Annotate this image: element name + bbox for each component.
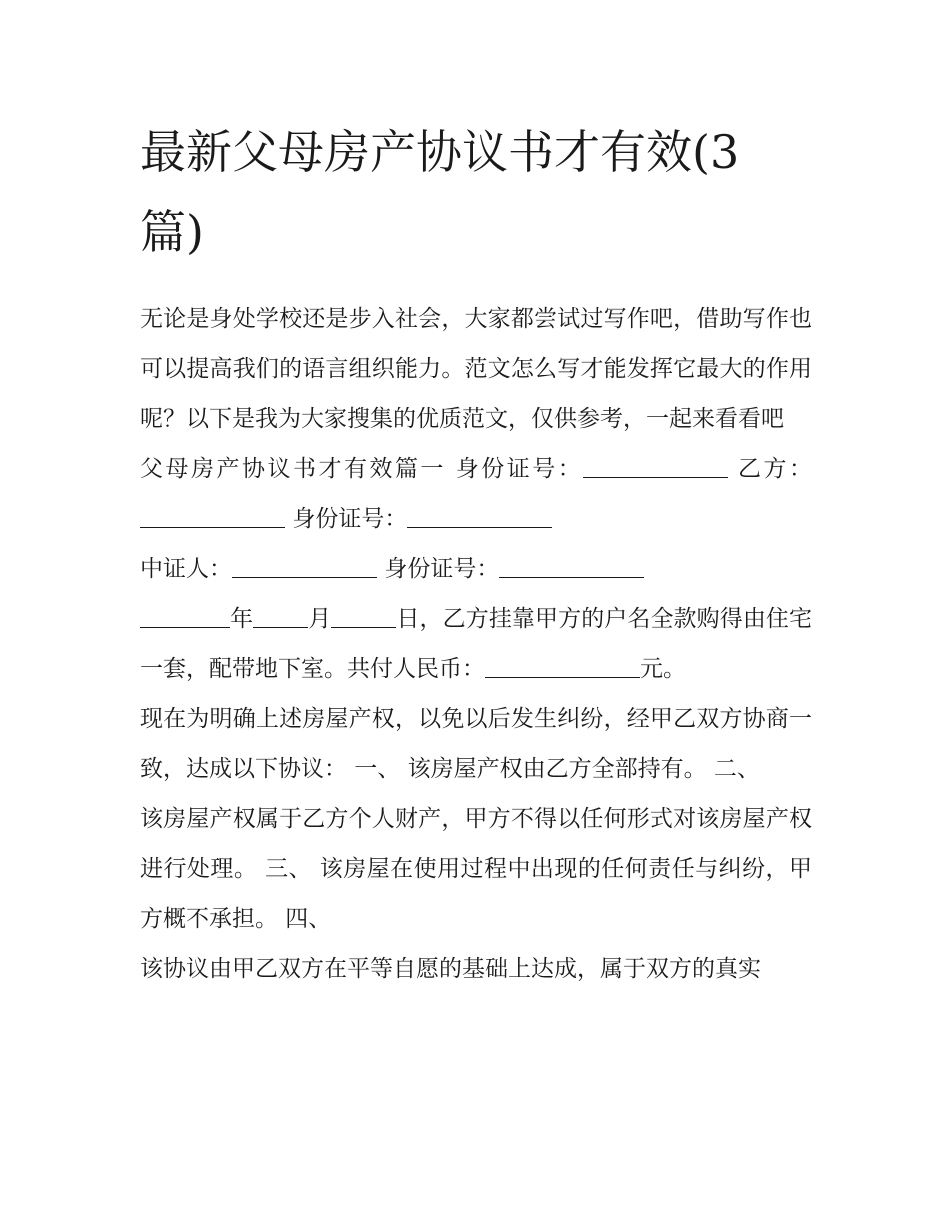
purchase-text: 日，乙方挂靠甲方的户名全款购得由住宅一套，配带地下室。共付人民币： — [140, 606, 813, 682]
party-b-id-blank — [407, 504, 552, 528]
year-blank — [140, 604, 230, 628]
month-label: 月 — [308, 606, 332, 632]
witness-blank — [232, 554, 377, 578]
purchase-paragraph — [140, 594, 812, 694]
yuan-label: 元。 — [640, 656, 686, 682]
witness-paragraph — [140, 544, 812, 594]
amount-blank — [485, 654, 640, 678]
witness-label: 中证人： — [140, 556, 232, 582]
month-blank — [253, 604, 308, 628]
intro-paragraph: 无论是身处学校还是步入社会，大家都尝试过写作吧，借助写作也可以提高我们的语言组织能力。范文怎么写才能发挥它最大的作用呢？以下是我为大家搜集的优质范文，仅供参考，一起来看看吧 — [140, 306, 812, 432]
id-number-blank — [583, 454, 728, 478]
party-b-id-label: 身份证号： — [292, 506, 408, 532]
document-title — [140, 112, 812, 272]
id-number-label: 身份证号： — [455, 456, 584, 482]
agreement-paragraph: 现在为明确上述房屋产权，以免以后发生纠纷，经甲乙双方协商一致，达成以下协议： 一、 该房屋产权由乙方全部持有。 二、 — [140, 706, 812, 782]
title-main: 最新父母房产协议书才有效(3 — [140, 125, 740, 179]
witness-id-label: 身份证号： — [384, 556, 500, 582]
section-heading: 父母房产协议书才有效篇一 — [140, 456, 446, 482]
year-label: 年 — [230, 606, 254, 632]
witness-id-blank — [499, 554, 644, 578]
party-info-paragraph — [140, 444, 812, 544]
party-b-label: 乙方： — [738, 456, 813, 482]
title-tail: 篇) — [140, 205, 204, 259]
property-paragraph: 该房屋产权属于乙方个人财产，甲方不得以任何形式对该房屋产权进行处理。 三、 该房屋在使用过程中出现的任何责任与纠纷，甲方概不承担。 四、 — [140, 806, 812, 932]
voluntary-paragraph: 该协议由甲乙双方在平等自愿的基础上达成，属于双方的真实 — [140, 956, 761, 982]
day-blank — [331, 604, 396, 628]
party-b-blank — [140, 504, 285, 528]
document-page — [140, 112, 812, 994]
